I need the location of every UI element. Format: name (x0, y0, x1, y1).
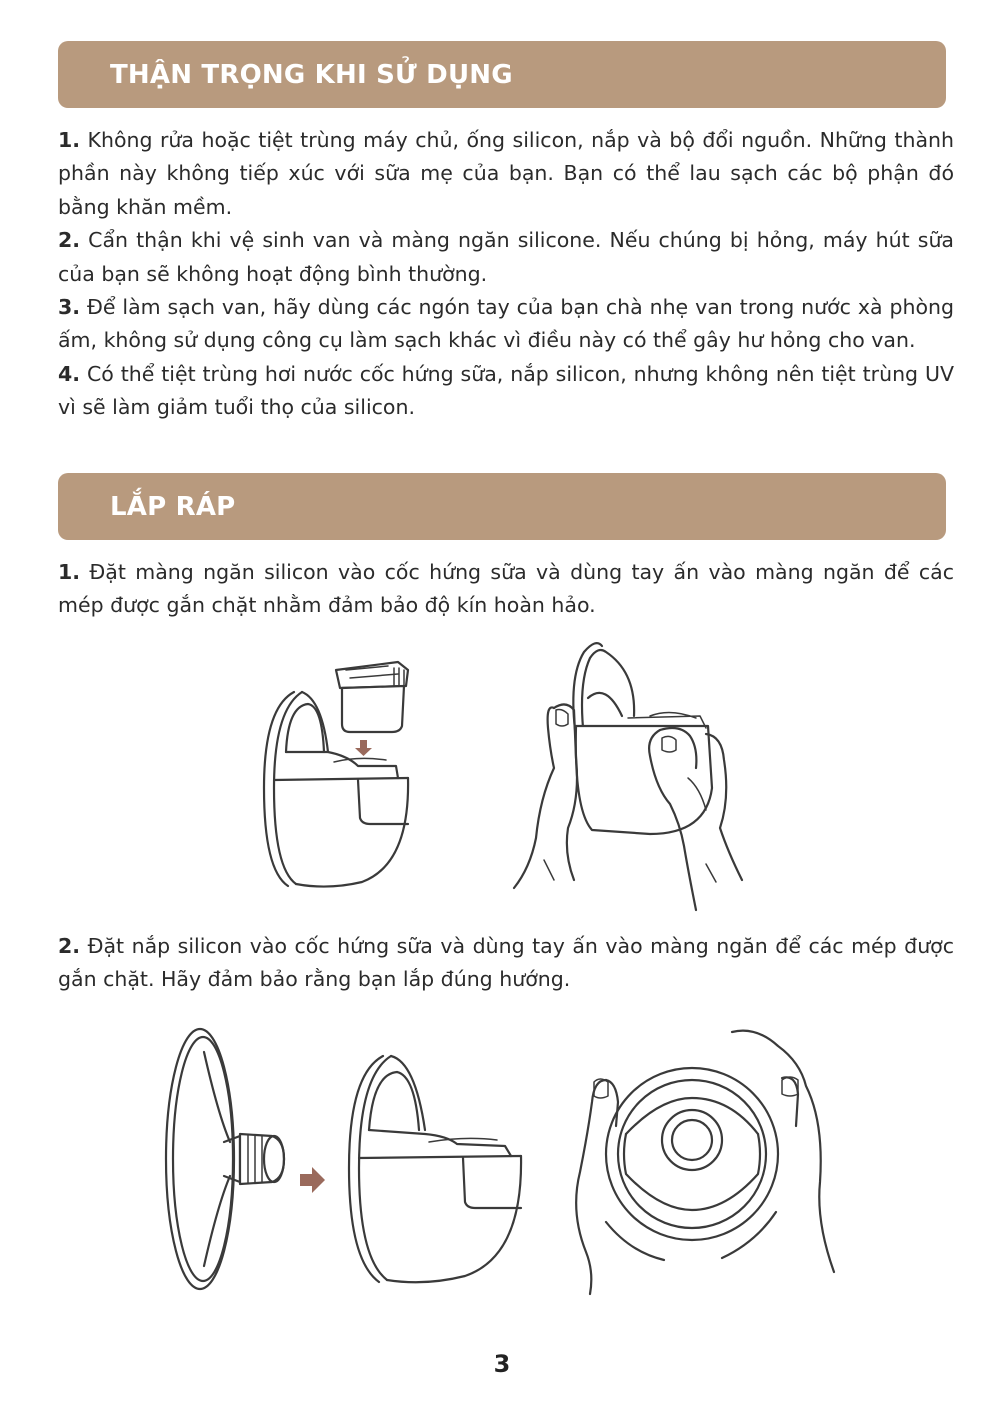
item-text: Không rửa hoặc tiệt trùng máy chủ, ống silicon, nắp và bộ đổi nguồn. Những thành phần này không tiếp xúc với sữa mẹ của bạn. Bạn có thể lau sạch các bộ phận đó bằng khăn mềm. (58, 128, 954, 219)
caution-item (58, 291, 954, 358)
item-number: 1. (58, 128, 81, 152)
item-text: Để làm sạch van, hãy dùng các ngón tay của bạn chà nhẹ van trong nước xà phòng ấm, không sử dụng công cụ làm sạch khác vì điều này có thể gây hư hỏng cho van. (58, 295, 954, 353)
assembly-title: LẮP RÁP (110, 491, 236, 522)
assembly-step-2 (58, 930, 954, 997)
illustration-flange (160, 1024, 295, 1294)
item-number: 4. (58, 361, 81, 386)
caution-title: THẬN TRỌNG KHI SỬ DỤNG (110, 59, 513, 90)
illustration-press-membrane (510, 638, 750, 913)
assembly-banner (58, 473, 946, 540)
step-text: Đặt màng ngăn silicon vào cốc hứng sữa và dùng tay ấn vào màng ngăn để các mép được gắn chặt nhằm đảm bảo độ kín hoàn hảo. (58, 560, 954, 618)
caution-banner (58, 41, 946, 108)
illustration-cup (345, 1050, 530, 1290)
item-number: 3. (58, 295, 81, 320)
page-number: 3 (493, 1350, 511, 1378)
item-text: Có thể tiệt trùng hơi nước cốc hứng sữa, nắp silicon, nhưng không nên tiệt trùng UV vì sẽ làm giảm tuổi thọ của silicon. (58, 361, 954, 420)
illustration-hold-cup (560, 1022, 840, 1302)
arrow-right-icon (300, 1165, 326, 1195)
assembly-step-1 (58, 556, 954, 623)
item-number: 2. (58, 228, 81, 253)
step-text: Đặt nắp silicon vào cốc hứng sữa và dùng tay ấn vào màng ngăn để các mép được gắn chặt. Hãy đảm bảo rằng bạn lắp đúng hướng. (58, 934, 954, 992)
caution-item (58, 358, 954, 425)
illustration-insert-membrane (258, 648, 418, 893)
caution-list (58, 124, 954, 425)
item-text: Cẩn thận khi vệ sinh van và màng ngăn silicone. Nếu chúng bị hỏng, máy hút sữa của bạn sẽ không hoạt động bình thường. (58, 228, 954, 286)
step-number: 2. (58, 934, 81, 958)
caution-item (58, 124, 954, 224)
caution-item (58, 224, 954, 291)
step-number: 1. (58, 560, 81, 584)
